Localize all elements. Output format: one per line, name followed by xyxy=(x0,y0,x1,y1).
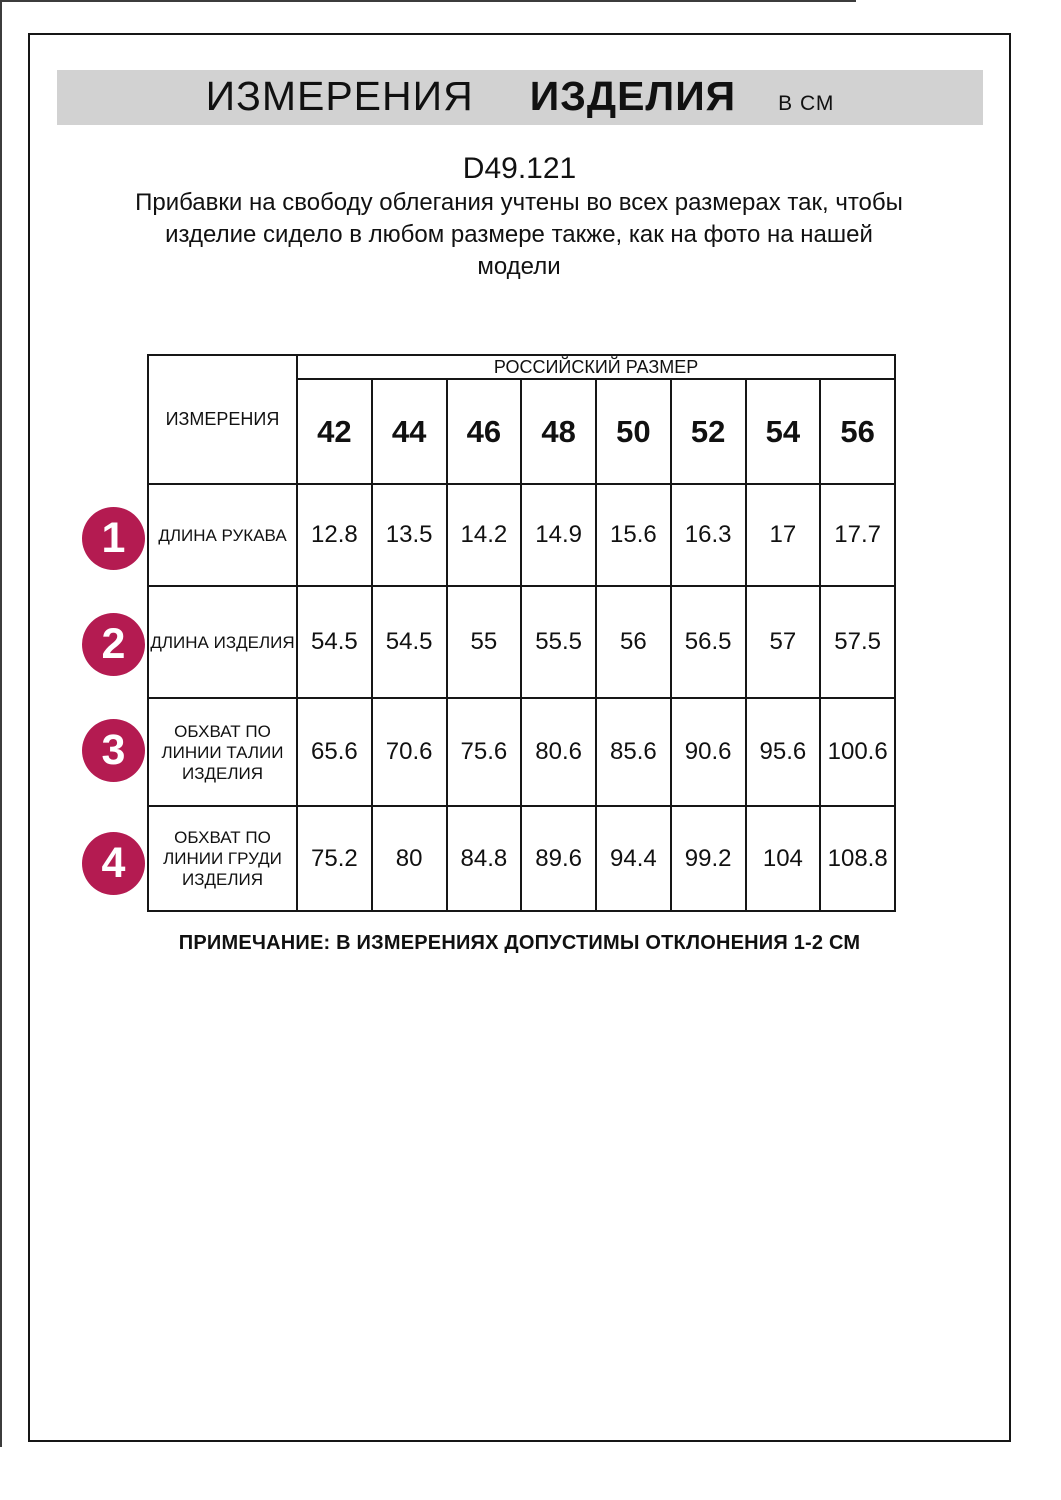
row-marker-1-number: 1 xyxy=(101,514,126,562)
value-cell: 16.3 xyxy=(671,484,746,586)
value-cell: 65.6 xyxy=(297,698,372,806)
value-cell: 54.5 xyxy=(297,586,372,698)
russian-size-group-header: РОССИЙСКИЙ РАЗМЕР xyxy=(297,355,895,379)
row-marker-2-number: 2 xyxy=(101,620,126,668)
row-marker-4-number: 4 xyxy=(101,839,126,887)
value-cell: 104 xyxy=(746,806,821,911)
size-col-header: 42 xyxy=(297,379,372,484)
scan-artifact-left-edge xyxy=(0,0,2,1447)
value-cell: 80.6 xyxy=(521,698,596,806)
value-cell: 85.6 xyxy=(596,698,671,806)
value-cell: 94.4 xyxy=(596,806,671,911)
value-cell: 55 xyxy=(447,586,522,698)
row-marker-4 xyxy=(82,832,145,895)
value-cell: 70.6 xyxy=(372,698,447,806)
page-border-frame xyxy=(28,33,1011,1442)
value-cell: 100.6 xyxy=(820,698,895,806)
value-cell: 15.6 xyxy=(596,484,671,586)
title-word-measurements: ИЗМЕРЕНИЯ xyxy=(205,73,474,119)
fit-description: Прибавки на свободу облегания учтены во всех размерах так, чтобы изделие сидело в любом размере также, как на фото на нашей модели xyxy=(135,189,903,280)
value-cell: 57.5 xyxy=(820,586,895,698)
row-label-sleeve-length: ДЛИНА РУКАВА xyxy=(148,484,297,586)
row-label-waist-girth: ОБХВАТ ПО ЛИНИИ ТАЛИИ ИЗДЕЛИЯ xyxy=(148,698,297,806)
table-row xyxy=(148,698,895,806)
size-col-header: 50 xyxy=(596,379,671,484)
value-cell: 84.8 xyxy=(447,806,522,911)
row-marker-2 xyxy=(82,613,145,676)
value-cell: 57 xyxy=(746,586,821,698)
title-word-product: ИЗДЕЛИЯ xyxy=(529,73,737,119)
value-cell: 55.5 xyxy=(521,586,596,698)
row-label-chest-girth: ОБХВАТ ПО ЛИНИИ ГРУДИ ИЗДЕЛИЯ xyxy=(148,806,297,911)
title-unit-label: В СМ xyxy=(778,92,835,115)
size-col-header: 54 xyxy=(746,379,821,484)
table-row xyxy=(148,806,895,911)
value-cell: 95.6 xyxy=(746,698,821,806)
row-label-product-length: ДЛИНА ИЗДЕЛИЯ xyxy=(148,586,297,698)
value-cell: 90.6 xyxy=(671,698,746,806)
size-col-header: 48 xyxy=(521,379,596,484)
article-code: D49.121 xyxy=(462,152,577,185)
value-cell: 99.2 xyxy=(671,806,746,911)
size-table xyxy=(147,354,896,912)
value-cell: 75.6 xyxy=(447,698,522,806)
value-cell: 17.7 xyxy=(820,484,895,586)
size-col-header: 44 xyxy=(372,379,447,484)
value-cell: 89.6 xyxy=(521,806,596,911)
size-col-header: 56 xyxy=(820,379,895,484)
size-col-header: 52 xyxy=(671,379,746,484)
value-cell: 14.2 xyxy=(447,484,522,586)
tolerance-note: ПРИМЕЧАНИЕ: В ИЗМЕРЕНИЯХ ДОПУСТИМЫ ОТКЛОНЕНИЯ 1-2 СМ xyxy=(178,932,861,954)
value-cell: 12.8 xyxy=(297,484,372,586)
value-cell: 80 xyxy=(372,806,447,911)
value-cell: 56 xyxy=(596,586,671,698)
table-row xyxy=(148,484,895,586)
value-cell: 56.5 xyxy=(671,586,746,698)
value-cell: 17 xyxy=(746,484,821,586)
table-row xyxy=(148,586,895,698)
value-cell: 13.5 xyxy=(372,484,447,586)
value-cell: 14.9 xyxy=(521,484,596,586)
value-cell: 108.8 xyxy=(820,806,895,911)
size-col-header: 46 xyxy=(447,379,522,484)
measurements-corner-label: ИЗМЕРЕНИЯ xyxy=(148,355,297,484)
value-cell: 54.5 xyxy=(372,586,447,698)
row-marker-1 xyxy=(82,507,145,570)
title-banner xyxy=(57,70,983,125)
scan-artifact-top-edge xyxy=(0,0,856,2)
row-marker-3-number: 3 xyxy=(101,726,126,774)
value-cell: 75.2 xyxy=(297,806,372,911)
row-marker-3 xyxy=(82,719,145,782)
